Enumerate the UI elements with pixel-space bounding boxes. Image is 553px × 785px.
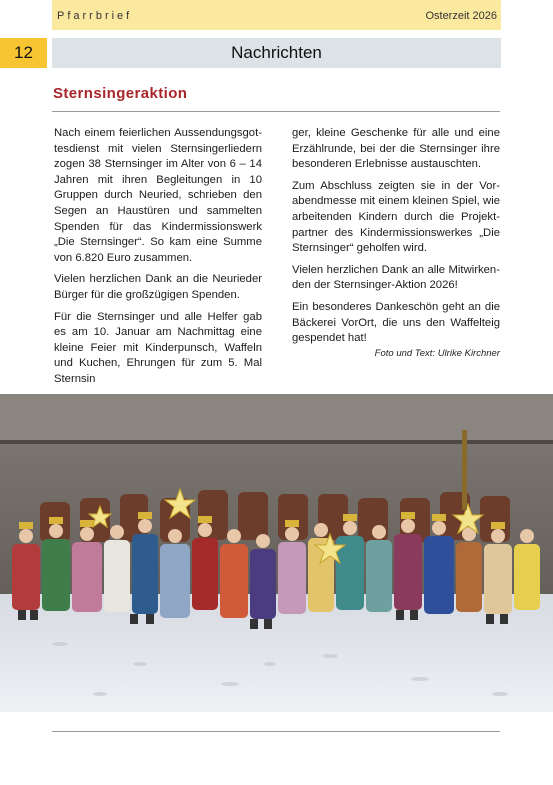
page-number: 12: [0, 38, 47, 68]
paragraph: Für die Sternsinger und alle Helfer gab es am 10. Januar am Nachmittag eine kleine Feier mit Kinderpunsch, Waffeln und Kuchen, Ehrungen für zum 5. Mal Sternsin: [54, 310, 262, 385]
publication-name: Pfarrbrief: [57, 10, 133, 22]
paragraph: ger, kleine Geschenke für alle und eine Erzählrunde, bei der die Sternsinger ihre besonderen Erlebnisse austauschten.: [292, 127, 500, 171]
issue-label: Osterzeit 2026: [425, 10, 497, 22]
roof-overhang: [0, 394, 553, 440]
paragraph: Vielen herzlichen Dank an die Neurieder Bürger für die großzügigen Spenden.: [54, 273, 262, 301]
group-photo: [0, 394, 553, 712]
photo-credit: Foto und Text: Ulrike Kirchner: [374, 348, 500, 359]
article-headline: Sternsingeraktion: [53, 85, 188, 102]
article-column-right: [292, 126, 500, 353]
paragraph: Zum Abschluss zeigten sie in der Vorabendmesse mit einem kleinen Spiel, wie arbeitenden Kindern durch die Projektpartner des Kindermissionswerkes „Die Sternsinger“ geholfen wird.: [292, 179, 500, 255]
headline-divider: [52, 111, 500, 112]
article-column-left: [54, 126, 262, 394]
running-header: [52, 0, 501, 30]
paragraph: Ein besonderes Dankeschön geht an die Bäckerei VorOrt, die uns den Waffelteig gespendet hat!: [292, 300, 500, 345]
paragraph: Vielen herzlichen Dank an alle Mitwirkenden der Sternsinger-Aktion 2026!: [292, 263, 500, 292]
section-title: Nachrichten: [52, 38, 501, 68]
footer-divider: [52, 731, 500, 732]
paragraph: Nach einem feierlichen Aussendungsgottesdienst mit vielen Sternsingerliedern zogen 38 Sternsinger im Alter von 6 – 14 Jahren mit ihren Begleitungen in 10 Gruppen durch Neuried, schrieben den Segen an Haustüren und sammelten Spenden für das Kindermissionswerk „Die Sternsinger“. So kam eine Summe von 6.820 Euro zusammen.: [54, 127, 262, 264]
